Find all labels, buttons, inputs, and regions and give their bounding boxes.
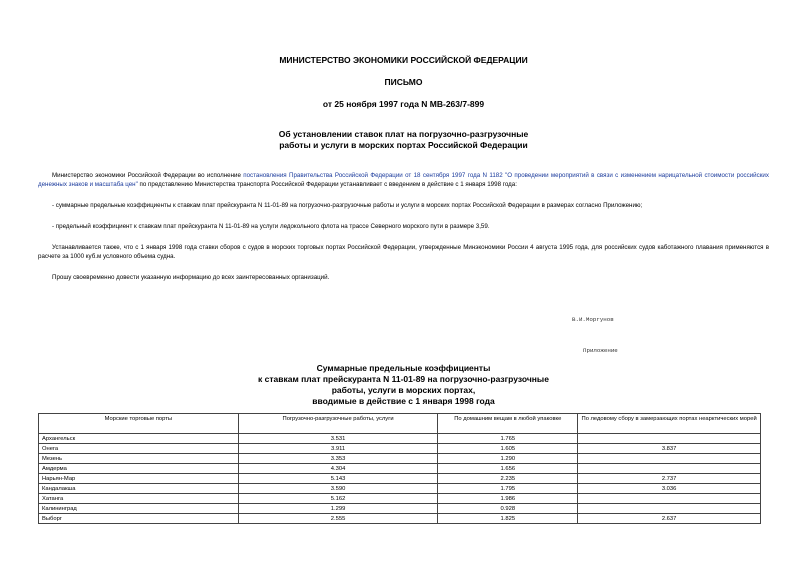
- ministry-heading: МИНИСТЕРСТВО ЭКОНОМИКИ РОССИЙСКОЙ ФЕДЕРАЦИИ: [279, 55, 528, 65]
- document-title-line2: работы и услуги в морских портах Российской Федерации: [279, 140, 528, 150]
- loading-coefficient: 5.143: [238, 474, 438, 484]
- ice-fee-coefficient: [578, 434, 761, 444]
- column-header-ice-fee: По ледовому сбору в замерзающих портах неарктических морей: [578, 414, 761, 434]
- table-row: [39, 494, 761, 504]
- loading-coefficient: 4.304: [238, 464, 438, 474]
- port-name: Калининград: [39, 504, 239, 514]
- loading-coefficient: 3.353: [238, 454, 438, 464]
- table-row: [39, 514, 761, 524]
- paragraph-1-end: по представлению Министерства транспорта Российской Федерации устанавливает с введением в действие с 1 января 1998 года:: [137, 181, 517, 188]
- ice-fee-coefficient: 3.837: [578, 444, 761, 454]
- household-coefficient: 0.928: [438, 504, 578, 514]
- port-name: Мезень: [39, 454, 239, 464]
- household-coefficient: 2.235: [438, 474, 578, 484]
- appendix-label: Приложение: [583, 347, 618, 354]
- table-row: [39, 474, 761, 484]
- coefficients-table: [38, 413, 761, 524]
- household-coefficient: 1.986: [438, 494, 578, 504]
- table-header-row: [39, 414, 761, 434]
- loading-coefficient: 2.555: [238, 514, 438, 524]
- paragraph-5: Прошу своевременно довести указанную информацию до всех заинтересованных организаций.: [52, 274, 330, 281]
- port-name: Кандалакша: [39, 484, 239, 494]
- loading-coefficient: 3.531: [238, 434, 438, 444]
- loading-coefficient: 3.911: [238, 444, 438, 454]
- table-row: [39, 464, 761, 474]
- ice-fee-coefficient: [578, 464, 761, 474]
- signature: В.И.Моргунов: [572, 316, 614, 323]
- ice-fee-coefficient: 3.036: [578, 484, 761, 494]
- port-name: Амдерма: [39, 464, 239, 474]
- household-coefficient: 1.765: [438, 434, 578, 444]
- household-coefficient: 1.605: [438, 444, 578, 454]
- loading-coefficient: 5.162: [238, 494, 438, 504]
- table-row: [39, 434, 761, 444]
- ice-fee-coefficient: [578, 504, 761, 514]
- household-coefficient: 1.290: [438, 454, 578, 464]
- port-name: Архангельск: [39, 434, 239, 444]
- table-row: [39, 444, 761, 454]
- port-name: Нарьян-Мар: [39, 474, 239, 484]
- loading-coefficient: 3.590: [238, 484, 438, 494]
- paragraph-1-start: Министерство экономики Российской Федерации во исполнение: [52, 172, 244, 179]
- column-header-ports: Морские торговые порты: [39, 414, 239, 434]
- government-decree-link[interactable]: постановления Правительства Российской Федерации от 18 сентября 1997 года N 1182 "О проведении мероприятий в связи с изменением нарицательной стоимости российских денежных знаков и масштаба цен": [38, 172, 769, 188]
- ice-fee-coefficient: 2.737: [578, 474, 761, 484]
- document-type: ПИСЬМО: [384, 77, 423, 87]
- household-coefficient: 1.795: [438, 484, 578, 494]
- column-header-loading: Погрузочно-разгрузочные работы, услуги: [238, 414, 438, 434]
- table-row: [39, 454, 761, 464]
- household-coefficient: 1.825: [438, 514, 578, 524]
- household-coefficient: 1.656: [438, 464, 578, 474]
- appendix-title-line2: к ставкам плат прейскуранта N 11-01-89 на погрузочно-разгрузочные: [258, 374, 549, 384]
- appendix-title-line1: Суммарные предельные коэффициенты: [316, 363, 491, 373]
- port-name: Выборг: [39, 514, 239, 524]
- loading-coefficient: 1.299: [238, 504, 438, 514]
- appendix-title-line3: работы, услуги в морских портах,: [331, 385, 476, 395]
- table-row: [39, 484, 761, 494]
- document-date-number: от 25 ноября 1997 года N МВ-263/7-899: [322, 99, 485, 109]
- document-title-line1: Об установлении ставок плат на погрузочно-разгрузочные: [278, 129, 529, 139]
- column-header-household: По домашним вещам в любой упаковке: [438, 414, 578, 434]
- paragraph-1: [38, 171, 769, 189]
- ice-fee-coefficient: 2.637: [578, 514, 761, 524]
- paragraph-2: - суммарные предельные коэффициенты к ставкам плат прейскуранта N 11-01-89 на погрузочно-разгрузочные работы и услуги в морских портах Российской Федерации в размерах согласно Приложению;: [52, 202, 643, 209]
- appendix-title-line4: вводимые в действие с 1 января 1998 года: [312, 396, 495, 406]
- port-name: Онега: [39, 444, 239, 454]
- port-name: Хатанга: [39, 494, 239, 504]
- ice-fee-coefficient: [578, 494, 761, 504]
- paragraph-4: Устанавливается также, что с 1 января 1998 года ставки сборов с судов в морских торговых портах Российской Федерации, утвержденные Минэкономики России 4 августа 1995 года, для российских судов каботажного плавания применяются в расчете за 1000 куб.м условного объема судна.: [38, 244, 769, 260]
- table-row: [39, 504, 761, 514]
- paragraph-3: - предельный коэффициент к ставкам плат прейскуранта N 11-01-89 на услуги ледокольного флота на трассе Северного морского пути в размере 3,59.: [52, 223, 490, 230]
- ice-fee-coefficient: [578, 454, 761, 464]
